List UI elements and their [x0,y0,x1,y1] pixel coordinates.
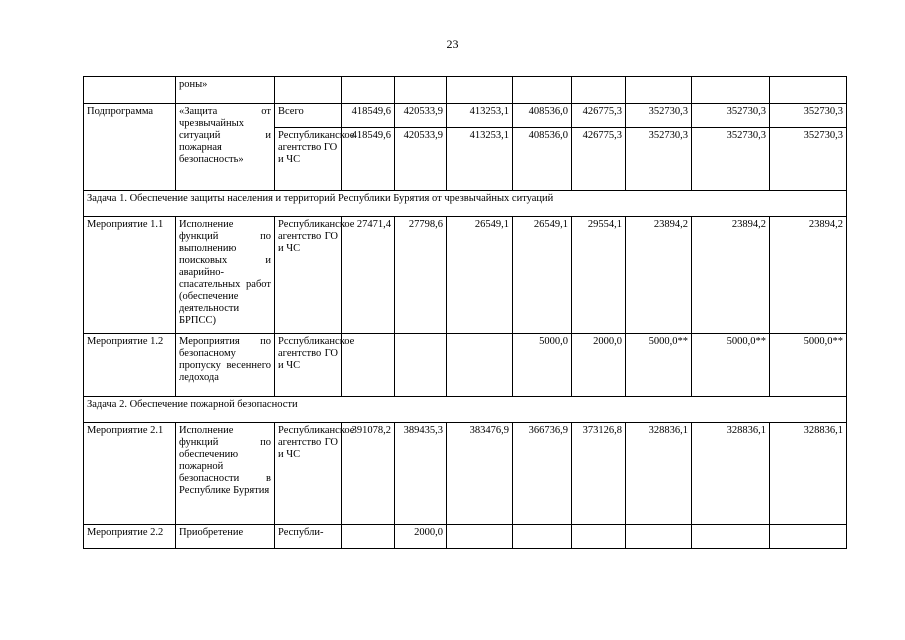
value-cell: 418549,6 [342,104,395,128]
table-row [84,104,847,128]
value-cell [513,77,572,104]
value-cell [395,334,447,397]
value-cell: 5000,0** [770,334,847,397]
executor-cell: Республиканское агентство ГО и ЧС [275,217,342,334]
value-cell [513,525,572,549]
task-row [84,191,847,217]
measure-name-cell: Мероприятие 1.2 [84,334,176,397]
value-cell: 413253,1 [447,128,513,191]
value-cell: 408536,0 [513,128,572,191]
value-cell [447,334,513,397]
value-cell [395,77,447,104]
value-cell: 373126,8 [572,423,626,525]
table-row [84,525,847,549]
value-cell: 366736,9 [513,423,572,525]
value-cell [342,525,395,549]
program-title-cell: роны» [176,77,275,104]
value-cell: 352730,3 [626,128,692,191]
measure-name-cell: Мероприятие 1.1 [84,217,176,334]
table-row [84,334,847,397]
value-cell: 26549,1 [447,217,513,334]
value-cell [692,77,770,104]
value-cell: 328836,1 [626,423,692,525]
value-cell [572,525,626,549]
value-cell: 391078,2 [342,423,395,525]
value-cell: 352730,3 [770,104,847,128]
measure-title-cell: Приобретение [176,525,275,549]
value-cell: 29554,1 [572,217,626,334]
value-cell: 413253,1 [447,104,513,128]
value-cell: 2000,0 [572,334,626,397]
measure-title-cell: Исполнение функций по обеспечению пожарной безопасности в Республике Бурятия [176,423,275,525]
value-cell: 5000,0** [626,334,692,397]
measure-title-cell: Мероприятия по безопасному пропуску весеннего ледохода [176,334,275,397]
executor-cell: Республиканское агентство ГО и ЧС [275,423,342,525]
value-cell: 389435,3 [395,423,447,525]
value-cell: 5000,0 [513,334,572,397]
value-cell: 352730,3 [770,128,847,191]
value-cell: 420533,9 [395,104,447,128]
page-number: 23 [446,37,459,51]
table-row [84,423,847,525]
task-row [84,397,847,423]
executor-cell: Рсспубликанское агентство ГО и ЧС [275,334,342,397]
value-cell: 27798,6 [395,217,447,334]
value-cell: 420533,9 [395,128,447,191]
value-cell: 328836,1 [692,423,770,525]
value-cell [626,525,692,549]
program-title-cell: «Защита от чрезвычайных ситуаций и пожарная безопасность» [176,104,275,191]
value-cell: 352730,3 [692,104,770,128]
executor-cell: Республи- [275,525,342,549]
value-cell [770,525,847,549]
budget-table [83,76,847,549]
value-cell: 26549,1 [513,217,572,334]
value-cell: 352730,3 [692,128,770,191]
value-cell: 352730,3 [626,104,692,128]
value-cell: 23894,2 [770,217,847,334]
value-cell: 5000,0** [692,334,770,397]
program-name-cell [84,77,176,104]
value-cell: 426775,3 [572,104,626,128]
executor-cell: Республиканское агентство ГО и ЧС [275,128,342,191]
table-row [84,77,847,104]
value-cell [626,77,692,104]
value-cell [572,77,626,104]
value-cell: 408536,0 [513,104,572,128]
value-cell [692,525,770,549]
value-cell: 418549,6 [342,128,395,191]
value-cell: 2000,0 [395,525,447,549]
task-heading: Задача 2. Обеспечение пожарной безопасности [84,397,847,423]
table-row [84,217,847,334]
value-cell: 383476,9 [447,423,513,525]
value-cell: 426775,3 [572,128,626,191]
value-cell: 328836,1 [770,423,847,525]
value-cell [447,77,513,104]
executor-cell [275,77,342,104]
value-cell [770,77,847,104]
value-cell: 27471,4 [342,217,395,334]
program-name-cell: Подпрограмма [84,104,176,191]
value-cell [447,525,513,549]
executor-cell: Всего [275,104,342,128]
value-cell: 23894,2 [626,217,692,334]
value-cell [342,77,395,104]
value-cell: 23894,2 [692,217,770,334]
task-heading: Задача 1. Обеспечение защиты населения и территорий Республики Бурятия от чрезвычайных ситуаций [84,191,847,217]
measure-name-cell: Мероприятие 2.1 [84,423,176,525]
measure-title-cell: Исполнение функций по выполнению поисковых и аварийно-спасательных работ (обеспечение деятельности БРПСС) [176,217,275,334]
measure-name-cell: Мероприятие 2.2 [84,525,176,549]
